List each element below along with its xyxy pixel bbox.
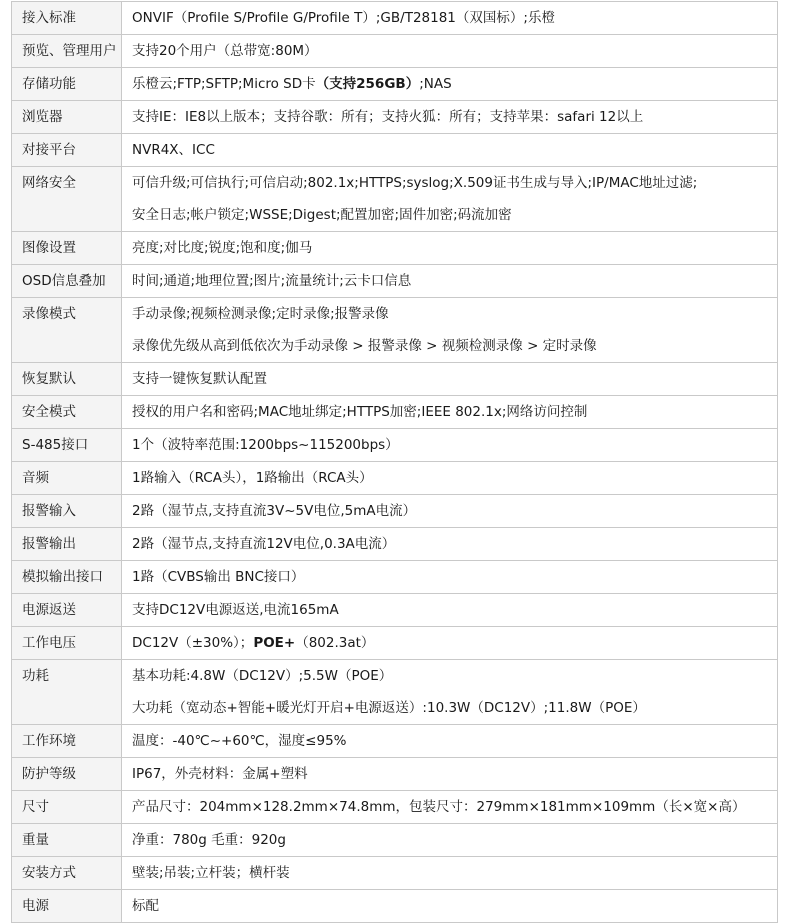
spec-text: 产品尺寸：204mm×128.2mm×74.8mm，包装尺寸：279mm×181mm×109mm（长×宽×高）: [132, 799, 746, 815]
spec-label: 预览、管理用户: [12, 35, 122, 68]
spec-row: [12, 68, 778, 101]
spec-row: [12, 561, 778, 594]
spec-text: 支持IE：IE8以上版本；支持谷歌：所有；支持火狐：所有；支持苹果：safari 12以上: [132, 109, 644, 125]
spec-label: 网络安全: [12, 167, 122, 232]
spec-row: [12, 232, 778, 265]
spec-label: 重量: [12, 824, 122, 857]
spec-row: [12, 758, 778, 791]
spec-value-line: [132, 363, 777, 395]
spec-text: 安全日志;帐户锁定;WSSE;Digest;配置加密;固件加密;码流加密: [132, 207, 512, 223]
spec-value: [122, 298, 778, 363]
spec-value-line: [132, 561, 777, 593]
spec-value: [122, 660, 778, 725]
spec-text: 壁装;吊装;立杆装；横杆装: [132, 865, 290, 881]
spec-label: 电源返送: [12, 594, 122, 627]
spec-row: [12, 35, 778, 68]
spec-label: 安装方式: [12, 857, 122, 890]
spec-value-line: [132, 199, 777, 231]
spec-text: 基本功耗:4.8W（DC12V）;5.5W（POE）: [132, 668, 393, 684]
spec-row: [12, 134, 778, 167]
spec-value-line: [132, 725, 777, 757]
spec-value-line: [132, 791, 777, 823]
spec-label: 安全模式: [12, 396, 122, 429]
spec-text-bold: （支持256GB）: [315, 76, 420, 92]
spec-value-line: [132, 298, 777, 330]
spec-value: [122, 528, 778, 561]
spec-value-line: [132, 528, 777, 560]
spec-row: [12, 298, 778, 363]
spec-label: 对接平台: [12, 134, 122, 167]
spec-row: [12, 528, 778, 561]
spec-row: [12, 791, 778, 824]
spec-value: [122, 627, 778, 660]
spec-value-line: [132, 495, 777, 527]
spec-text: 授权的用户名和密码;MAC地址绑定;HTTPS加密;IEEE 802.1x;网络访问控制: [132, 404, 588, 420]
spec-text: 支持一键恢复默认配置: [132, 371, 267, 387]
spec-label: S-485接口: [12, 429, 122, 462]
spec-text: 1个（波特率范围:1200bps~115200bps）: [132, 437, 399, 453]
spec-value: [122, 134, 778, 167]
spec-label: 模拟输出接口: [12, 561, 122, 594]
spec-row: [12, 725, 778, 758]
spec-label: OSD信息叠加: [12, 265, 122, 298]
spec-label: 音频: [12, 462, 122, 495]
spec-value: [122, 594, 778, 627]
spec-text: 录像优先级从高到低依次为手动录像 > 报警录像 > 视频检测录像 > 定时录像: [132, 338, 597, 354]
spec-value-line: [132, 265, 777, 297]
spec-text: 支持DC12V电源返送,电流165mA: [132, 602, 339, 618]
spec-table-body: [12, 2, 778, 923]
spec-text: 温度：-40℃~+60℃，湿度≤95%: [132, 733, 347, 749]
spec-text: 净重：780g 毛重：920g: [132, 832, 286, 848]
spec-text: 大功耗（宽动态+智能+暖光灯开启+电源返送）:10.3W（DC12V）;11.8W（POE）: [132, 700, 646, 716]
spec-label: 工作环境: [12, 725, 122, 758]
spec-value: [122, 265, 778, 298]
spec-text: 标配: [132, 898, 159, 914]
spec-value: [122, 890, 778, 923]
spec-row: [12, 101, 778, 134]
spec-row: [12, 167, 778, 232]
spec-value-line: [132, 167, 777, 199]
spec-label: 存储功能: [12, 68, 122, 101]
spec-value-line: [132, 68, 777, 100]
spec-value: [122, 2, 778, 35]
spec-value: [122, 429, 778, 462]
spec-row: [12, 594, 778, 627]
spec-value-line: [132, 758, 777, 790]
spec-text: 1路输入（RCA头），1路输出（RCA头）: [132, 470, 373, 486]
spec-value: [122, 462, 778, 495]
spec-value-line: [132, 35, 777, 67]
spec-row: [12, 429, 778, 462]
spec-text: DC12V（±30%）；: [132, 635, 254, 651]
spec-text: 2路（湿节点,支持直流3V~5V电位,5mA电流）: [132, 503, 417, 519]
spec-text: 时间;通道;地理位置;图片;流量统计;云卡口信息: [132, 273, 412, 289]
spec-value: [122, 857, 778, 890]
spec-text: ;NAS: [419, 76, 452, 92]
spec-value: [122, 35, 778, 68]
spec-text: 乐橙云;FTP;SFTP;Micro SD卡: [132, 76, 316, 92]
spec-value-line: [132, 890, 777, 922]
spec-row: [12, 396, 778, 429]
spec-text: ONVIF（Profile S/Profile G/Profile T）;GB/T28181（双国标）;乐橙: [132, 10, 555, 26]
spec-value-line: [132, 2, 777, 34]
spec-label: 恢复默认: [12, 363, 122, 396]
spec-row: [12, 363, 778, 396]
spec-row: [12, 890, 778, 923]
spec-value: [122, 101, 778, 134]
spec-value-line: [132, 824, 777, 856]
spec-value: [122, 167, 778, 232]
spec-row: [12, 265, 778, 298]
spec-label: 电源: [12, 890, 122, 923]
spec-label: 防护等级: [12, 758, 122, 791]
spec-label: 录像模式: [12, 298, 122, 363]
spec-label: 图像设置: [12, 232, 122, 265]
spec-text: 支持20个用户（总带宽:80M）: [132, 43, 318, 59]
spec-row: [12, 824, 778, 857]
spec-value-line: [132, 857, 777, 889]
spec-value-line: [132, 232, 777, 264]
spec-text: NVR4X、ICC: [132, 142, 215, 158]
spec-label: 浏览器: [12, 101, 122, 134]
spec-row: [12, 660, 778, 725]
spec-value: [122, 561, 778, 594]
spec-row: [12, 2, 778, 35]
spec-text: 2路（湿节点,支持直流12V电位,0.3A电流）: [132, 536, 396, 552]
spec-text: 亮度;对比度;锐度;饱和度;伽马: [132, 240, 313, 256]
spec-value-line: [132, 660, 777, 692]
spec-value: [122, 363, 778, 396]
spec-value-line: [132, 594, 777, 626]
spec-value: [122, 495, 778, 528]
spec-value: [122, 396, 778, 429]
spec-label: 报警输出: [12, 528, 122, 561]
spec-text-bold: POE+: [253, 635, 296, 651]
spec-row: [12, 462, 778, 495]
spec-value: [122, 232, 778, 265]
spec-value-line: [132, 627, 777, 659]
spec-row: [12, 495, 778, 528]
spec-value-line: [132, 101, 777, 133]
spec-value: [122, 725, 778, 758]
spec-label: 报警输入: [12, 495, 122, 528]
spec-label: 接入标准: [12, 2, 122, 35]
spec-value-line: [132, 330, 777, 362]
spec-value: [122, 791, 778, 824]
spec-text: IP67，外壳材料：金属+塑料: [132, 766, 308, 782]
spec-value-line: [132, 429, 777, 461]
spec-label: 尺寸: [12, 791, 122, 824]
spec-text: 可信升级;可信执行;可信启动;802.1x;HTTPS;syslog;X.509证书生成与导入;IP/MAC地址过滤;: [132, 175, 698, 191]
spec-value: [122, 68, 778, 101]
spec-value-line: [132, 462, 777, 494]
spec-value: [122, 758, 778, 791]
spec-label: 功耗: [12, 660, 122, 725]
spec-value-line: [132, 134, 777, 166]
spec-table: [11, 1, 778, 923]
spec-text: （802.3at）: [295, 635, 375, 651]
spec-value: [122, 824, 778, 857]
spec-label: 工作电压: [12, 627, 122, 660]
spec-row: [12, 857, 778, 890]
spec-text: 1路（CVBS输出 BNC接口）: [132, 569, 305, 585]
spec-text: 手动录像;视频检测录像;定时录像;报警录像: [132, 306, 389, 322]
spec-value-line: [132, 692, 777, 724]
spec-value-line: [132, 396, 777, 428]
spec-row: [12, 627, 778, 660]
